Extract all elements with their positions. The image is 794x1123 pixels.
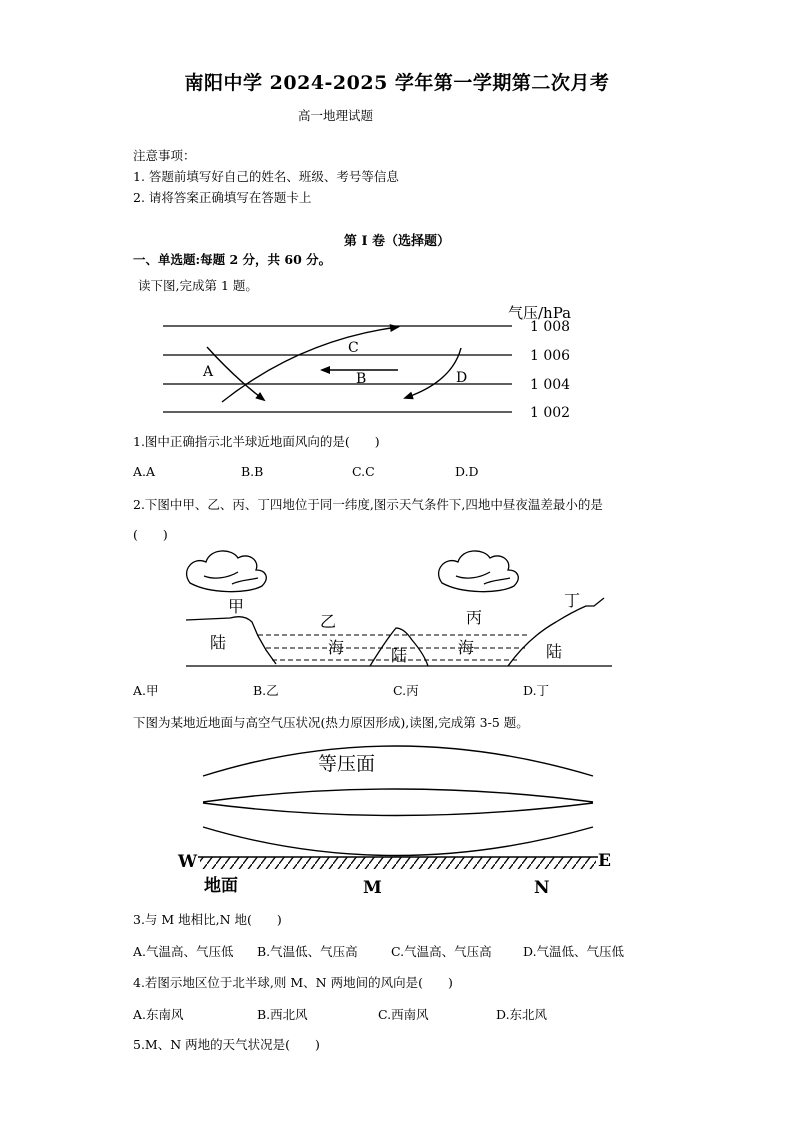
isobaric-surface-upper xyxy=(203,789,593,802)
east-label: E xyxy=(598,851,611,871)
q2-option-b: B.乙 xyxy=(253,683,279,698)
arrow-label-b: B xyxy=(356,371,367,387)
label-land-middle: 陆 xyxy=(391,646,408,665)
page-subtitle: 高一地理试题 xyxy=(298,108,374,123)
q1-option-c: C.C xyxy=(352,464,375,479)
notice-item-1: 1. 答题前填写好自己的姓名、班级、考号等信息 xyxy=(133,169,399,184)
section-title: 第 I 卷（选择题） xyxy=(343,234,451,249)
pressure-label-1008: 1 008 xyxy=(530,319,571,335)
ground-hatching xyxy=(200,857,596,869)
isobar-label: 等压面 xyxy=(318,753,376,775)
q3-option-c: C.气温高、气压高 xyxy=(391,944,492,959)
q4-option-d: D.东北风 xyxy=(496,1007,548,1022)
arrow-label-d: D xyxy=(456,370,468,386)
isobaric-surface-upper xyxy=(203,746,593,776)
q2-option-a: A.甲 xyxy=(133,683,159,698)
q3-option-b: B.气温低、气压高 xyxy=(257,944,358,959)
q1-stem: 1.图中正确指示北半球近地面风向的是( ) xyxy=(133,434,380,449)
pressure-unit-label: 气压/hPa xyxy=(508,304,572,322)
label-ding: 丁 xyxy=(564,591,581,610)
q5-stem: 5.M、N 两地的天气状况是( ) xyxy=(133,1037,320,1052)
pressure-label-1002: 1 002 xyxy=(530,405,571,421)
ground-label: 地面 xyxy=(204,876,238,896)
label-land-left: 陆 xyxy=(210,633,227,652)
notice-item-2: 2. 请将答案正确填写在答题卡上 xyxy=(133,190,312,205)
q1-option-a: A.A xyxy=(133,464,156,479)
figure3-intro: 下图为某地近地面与高空气压状况(热力原因形成),读图,完成第 3-5 题。 xyxy=(133,715,529,730)
q2-option-c: C.丙 xyxy=(393,683,419,698)
label-yi: 乙 xyxy=(320,612,337,631)
figure1-intro: 读下图,完成第 1 题。 xyxy=(138,278,258,293)
arrow-label-a: A xyxy=(203,364,214,380)
q4-option-a: A.东南风 xyxy=(133,1007,184,1022)
q3-option-a: A.气温高、气压低 xyxy=(133,944,234,959)
q4-stem: 4.若图示地区位于北半球,则 M、N 两地间的风向是( ) xyxy=(133,975,453,990)
label-sea-left: 海 xyxy=(328,638,345,657)
page-title: 南阳中学 2024-2025 学年第一学期第二次月考 xyxy=(184,72,610,94)
q2-option-d: D.丁 xyxy=(523,683,550,698)
point-m-label: M xyxy=(363,878,382,898)
q4-option-b: B.西北风 xyxy=(257,1007,308,1022)
point-n-label: N xyxy=(534,878,550,898)
pressure-label-1004: 1 004 xyxy=(530,377,571,393)
q1-option-d: D.D xyxy=(455,464,479,479)
west-label: W xyxy=(178,852,198,872)
q2-stem-end: ( ) xyxy=(133,527,168,542)
section-instruction: 一、单选题:每题 2 分，共 60 分。 xyxy=(133,252,332,267)
q2-stem: 2.下图中甲、乙、丙、丁四地位于同一纬度,图示天气条件下,四地中昼夜温差最小的是 xyxy=(133,497,603,512)
label-sea-right: 海 xyxy=(458,638,475,657)
arrow-label-c: C xyxy=(348,340,359,356)
isobaric-surface-lower xyxy=(203,803,593,816)
q3-option-d: D.气温低、气压低 xyxy=(523,944,625,959)
label-bing: 丙 xyxy=(466,608,483,627)
q1-option-b: B.B xyxy=(241,464,264,479)
notice-heading: 注意事项： xyxy=(133,148,196,163)
q3-stem: 3.与 M 地相比,N 地( ) xyxy=(133,912,282,927)
label-land-right: 陆 xyxy=(546,642,563,661)
isobaric-surface-lower xyxy=(203,827,593,856)
q4-option-c: C.西南风 xyxy=(378,1007,429,1022)
label-jia: 甲 xyxy=(228,597,245,616)
pressure-label-1006: 1 006 xyxy=(530,348,571,364)
